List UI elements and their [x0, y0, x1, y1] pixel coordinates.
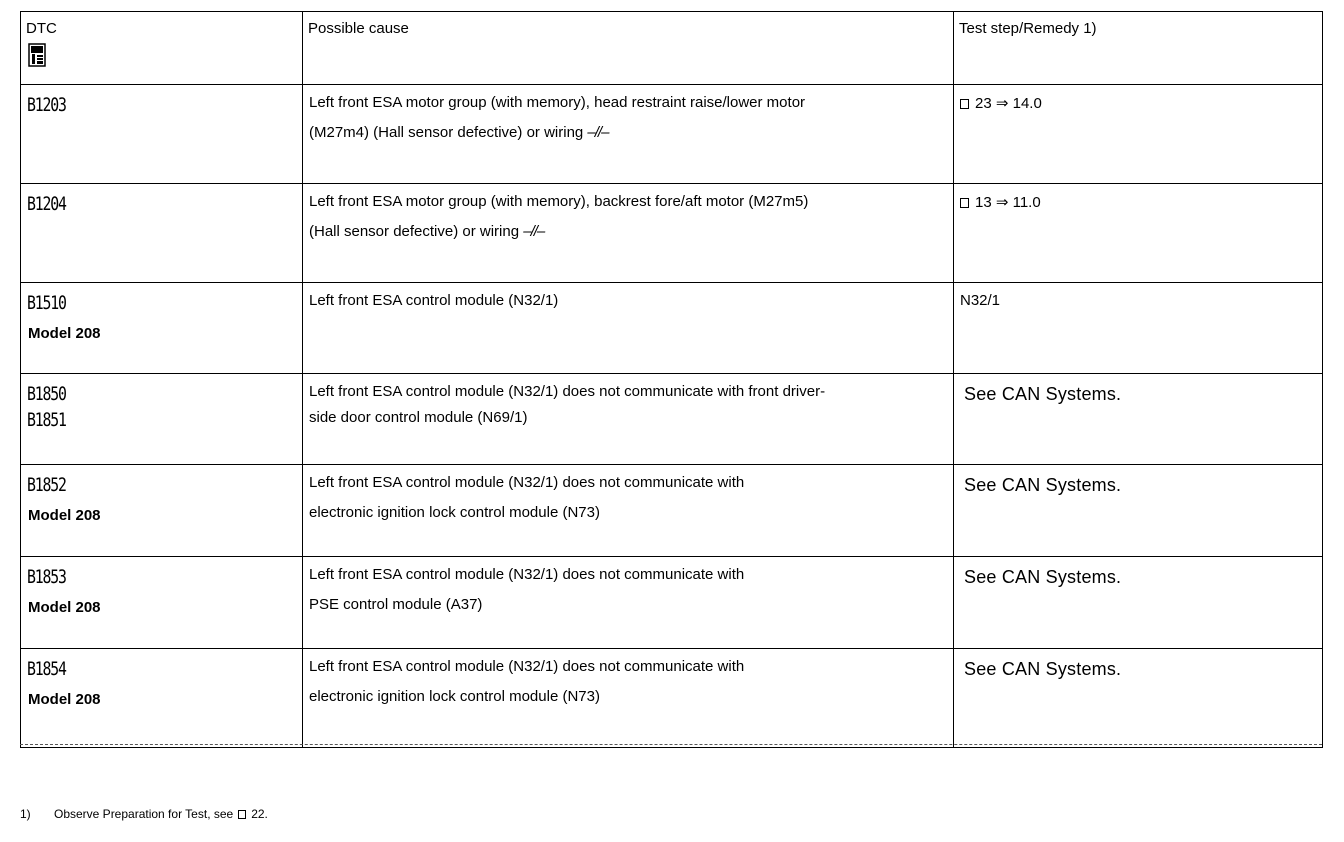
dtc-cell: [21, 85, 303, 184]
header-remedy-cell: [954, 12, 1323, 85]
dtc-code: B1852: [27, 474, 66, 496]
dtc-cell: [21, 649, 303, 748]
dtc-code: B1204: [27, 193, 66, 215]
cause-cell: [303, 283, 954, 374]
dtc-cell: [21, 557, 303, 649]
model-label: Model 208: [28, 691, 101, 708]
table-row: [21, 649, 1323, 748]
cause-cell: [303, 184, 954, 283]
table-row: [21, 283, 1323, 374]
header-dtc-cell: [21, 12, 303, 85]
remedy-link[interactable]: See CAN Systems.: [964, 567, 1122, 587]
header-possible-cause: Possible cause: [308, 20, 409, 37]
remedy-cell: [954, 184, 1323, 283]
model-label: Model 208: [28, 507, 101, 524]
table-cutoff-line: [20, 744, 1322, 745]
dtc-cell: [21, 283, 303, 374]
footnote-ref[interactable]: 22.: [251, 807, 268, 821]
remedy-cell: [954, 374, 1323, 465]
dtc-code: B1851: [27, 409, 66, 431]
cause-line: Left front ESA control module (N32/1) does not communicate with: [309, 658, 745, 675]
cause-line: Left front ESA motor group (with memory), head restraint raise/lower motor: [309, 94, 806, 111]
book-icon: [238, 810, 246, 819]
wiring-fault-symbol: –//–: [523, 223, 545, 240]
remedy-cell: [954, 557, 1323, 649]
cause-line: (M27m4) (Hall sensor defective) or wiring –//–: [309, 124, 609, 141]
dtc-code: B1853: [27, 566, 66, 588]
table-row: [21, 465, 1323, 557]
footnote-text: Observe Preparation for Test, see: [54, 807, 234, 821]
remedy-cell: [954, 85, 1323, 184]
cause-line: electronic ignition lock control module (N73): [309, 688, 600, 705]
cause-line: PSE control module (A37): [309, 596, 483, 613]
header-cause-cell: [303, 12, 954, 85]
book-icon: [960, 198, 969, 208]
cause-line: Left front ESA control module (N32/1) does not communicate with front driver-: [309, 383, 826, 400]
footnote: [20, 807, 268, 821]
cause-text: [303, 374, 953, 431]
cause-line: electronic ignition lock control module (N73): [309, 504, 600, 521]
remedy-cell: [954, 283, 1323, 374]
cause-cell: [303, 374, 954, 465]
remedy-ref[interactable]: 23 ⇒ 14.0: [954, 85, 1322, 112]
cause-line: Left front ESA control module (N32/1): [309, 292, 559, 309]
dtc-cell: [21, 184, 303, 283]
dtc-code: B1510: [27, 292, 66, 314]
table-row: [21, 374, 1323, 465]
dtc-code: B1203: [27, 94, 66, 116]
cause-cell: [303, 465, 954, 557]
cause-line: Left front ESA motor group (with memory), backrest fore/aft motor (M27m5): [309, 193, 809, 210]
footnote-number: 1): [20, 807, 31, 821]
diagnostic-tester-icon: [28, 43, 46, 67]
remedy-cell: [954, 465, 1323, 557]
cause-text: [303, 85, 953, 148]
cause-line: Left front ESA control module (N32/1) does not communicate with: [309, 566, 745, 583]
cause-cell: [303, 85, 954, 184]
remedy-ref[interactable]: 13 ⇒ 11.0: [954, 184, 1322, 211]
cause-text: [303, 184, 953, 247]
table-header-row: [21, 12, 1323, 85]
header-dtc: DTC: [26, 20, 57, 37]
table-row: [21, 85, 1323, 184]
table-row: [21, 184, 1323, 283]
table-row: [21, 557, 1323, 649]
table-cutoff-mask: [18, 748, 1328, 778]
header-test-remedy: Test step/Remedy 1): [959, 20, 1097, 37]
dtc-table: [20, 11, 1323, 748]
cause-text: [303, 649, 953, 712]
cause-cell: [303, 557, 954, 649]
cause-line: side door control module (N69/1): [309, 409, 528, 426]
dtc-code: B1854: [27, 658, 66, 680]
cause-line: (Hall sensor defective) or wiring –//–: [309, 223, 545, 240]
dtc-cell: [21, 374, 303, 465]
dtc-code: B1850: [27, 383, 66, 405]
cause-line: Left front ESA control module (N32/1) does not communicate with: [309, 474, 745, 491]
remedy-link[interactable]: See CAN Systems.: [964, 475, 1122, 495]
cause-text: [303, 283, 953, 316]
remedy-link[interactable]: See CAN Systems.: [964, 659, 1122, 679]
remedy-link[interactable]: See CAN Systems.: [964, 384, 1122, 404]
model-label: Model 208: [28, 325, 101, 342]
cause-cell: [303, 649, 954, 748]
cause-text: [303, 557, 953, 620]
remedy-cell: [954, 649, 1323, 748]
dtc-cell: [21, 465, 303, 557]
cause-text: [303, 465, 953, 528]
remedy-text: N32/1: [960, 292, 1001, 309]
wiring-fault-symbol: –//–: [587, 124, 609, 141]
book-icon: [960, 99, 969, 109]
model-label: Model 208: [28, 599, 101, 616]
